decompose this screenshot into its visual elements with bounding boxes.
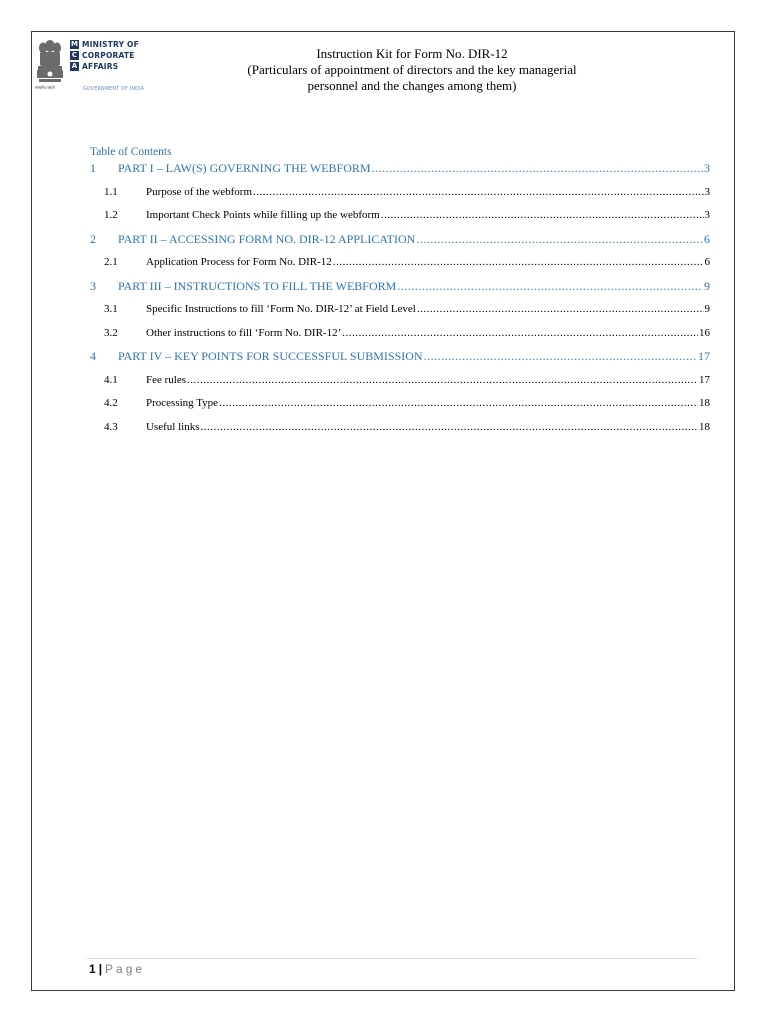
toc-dot-leader (253, 183, 703, 201)
toc-entry-label: PART II – ACCESSING FORM NO. DIR-12 APPLICATION (118, 231, 416, 246)
mca-line-2 (70, 50, 139, 61)
toc-entry-label: Specific Instructions to fill ‘Form No. DIR-12’ at Field Level (146, 303, 416, 315)
toc-entry-label: Other instructions to fill ‘Form No. DIR-12’ (146, 326, 342, 339)
toc-dot-leader (372, 159, 703, 177)
footer-separator: | (98, 962, 103, 976)
toc-dot-leader (424, 347, 697, 365)
toc-dot-leader (417, 300, 704, 318)
mca-initial-a: A (71, 62, 78, 70)
toc-entry-number: 4 (90, 349, 96, 363)
toc-entry-label: PART IV – KEY POINTS FOR SUCCESSFUL SUBMISSION (118, 349, 423, 363)
toc-entry-number: 2.1 (104, 256, 118, 268)
toc-entry-number: 4.2 (104, 397, 118, 409)
title-line-3: personnel and the changes among them) (307, 78, 517, 93)
page-number: 1 (89, 962, 96, 976)
title-line-1: Instruction Kit for Form No. DIR-12 (316, 46, 508, 61)
toc-entry-number: 2 (90, 231, 96, 246)
toc-heading: Table of Contents (90, 146, 172, 158)
toc-entry-number: 3.1 (104, 303, 118, 315)
toc-entry-label: PART III – INSTRUCTIONS TO FILL THE WEBFORM (118, 278, 397, 293)
toc-entry-label: Processing Type (146, 397, 219, 409)
toc-entry[interactable] (90, 230, 710, 254)
toc-entry[interactable] (90, 277, 710, 301)
toc-entry-number: 1.1 (104, 185, 118, 198)
mca-wordmark (70, 39, 139, 72)
toc-entry[interactable] (90, 183, 710, 207)
toc-entry-number: 1 (90, 161, 96, 175)
toc-dot-leader (381, 206, 704, 224)
toc-dot-leader (416, 230, 703, 248)
toc-entry[interactable] (90, 159, 710, 183)
toc-dot-leader (187, 371, 698, 389)
toc-entry-label: Purpose of the webform (146, 185, 253, 198)
toc-entry-page: 3 (704, 161, 710, 175)
toc-entry[interactable] (90, 324, 710, 348)
mca-word-ministry: MINISTRY OF (82, 40, 139, 49)
toc-entry-page: 16 (699, 326, 710, 339)
toc-dot-leader (333, 253, 704, 271)
table-of-contents (90, 145, 710, 441)
toc-entry-page: 6 (704, 231, 710, 246)
page-footer (89, 962, 145, 976)
government-of-india-label: GOVERNMENT OF INDIA (83, 87, 145, 92)
page-word: Page (105, 962, 146, 976)
mca-initial-m: M (71, 40, 78, 48)
toc-entry-page: 18 (699, 420, 710, 433)
toc-entry-number: 3.2 (104, 326, 118, 339)
toc-dot-leader (342, 324, 698, 342)
mca-initial-c: C (71, 51, 78, 59)
toc-entry-label: Important Check Points while filling up the webform (146, 209, 380, 221)
toc-dot-leader (219, 394, 698, 412)
toc-entry-label: Fee rules (146, 373, 187, 386)
toc-entry-number: 4.1 (104, 373, 118, 386)
document-title (202, 46, 622, 94)
document-page (31, 31, 735, 991)
toc-entry-number: 1.2 (104, 209, 118, 221)
state-emblem-icon (35, 37, 65, 91)
toc-entry-page: 18 (699, 397, 710, 409)
toc-entry-page: 6 (704, 256, 710, 268)
toc-entry-label: Useful links (146, 420, 200, 433)
toc-entry[interactable] (90, 300, 710, 324)
toc-entry-label: PART I – LAW(S) GOVERNING THE WEBFORM (118, 161, 371, 175)
toc-entry-page: 17 (698, 349, 710, 363)
mca-logo (35, 37, 155, 93)
mca-word-corporate: CORPORATE (82, 51, 135, 60)
mca-word-affairs: AFFAIRS (82, 62, 119, 71)
mca-line-3 (70, 61, 139, 72)
toc-entry[interactable] (90, 206, 710, 230)
mca-line-1 (70, 39, 139, 50)
toc-entry-number: 3 (90, 278, 96, 293)
title-line-2: (Particulars of appointment of directors and the key managerial (247, 62, 577, 77)
toc-entry[interactable] (90, 371, 710, 395)
toc-entry[interactable] (90, 418, 710, 442)
toc-entry-page: 17 (699, 373, 710, 386)
emblem-motto: सत्यमेव जयते (35, 85, 55, 90)
toc-dot-leader (397, 277, 703, 295)
toc-dot-leader (200, 418, 698, 436)
toc-entry-page: 9 (704, 278, 710, 293)
toc-entry-page: 3 (704, 185, 710, 198)
footer-divider (87, 958, 697, 959)
toc-entry[interactable] (90, 253, 710, 277)
toc-entry-label: Application Process for Form No. DIR-12 (146, 256, 332, 268)
toc-entry[interactable] (90, 394, 710, 418)
toc-entry-page: 3 (704, 209, 710, 221)
toc-entry-number: 4.3 (104, 420, 118, 433)
toc-entry[interactable] (90, 347, 710, 371)
toc-entry-page: 9 (704, 303, 710, 315)
